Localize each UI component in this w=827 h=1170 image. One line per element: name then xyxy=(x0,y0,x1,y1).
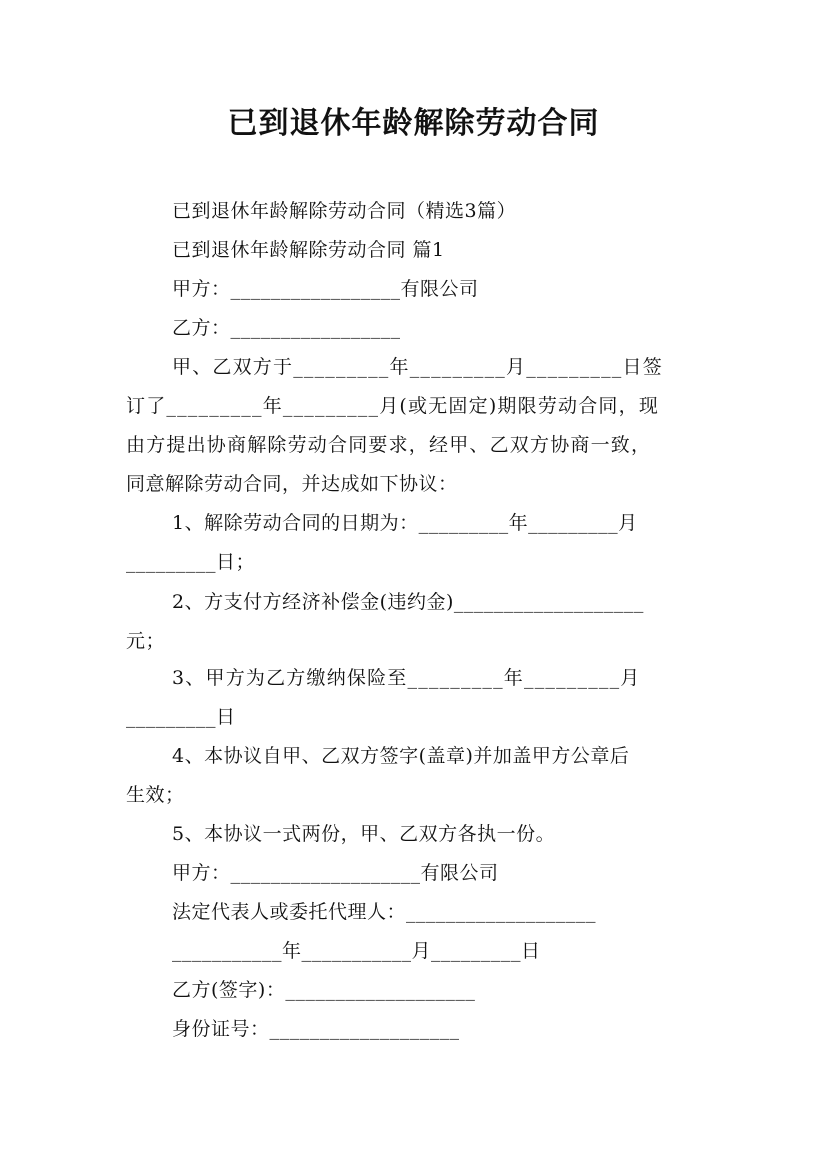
document-title: 已到退休年龄解除劳动合同 xyxy=(227,106,600,141)
section-heading: 已到退休年龄解除劳动合同 篇1 xyxy=(172,239,445,261)
paragraph-line: 甲、乙双方于_________年_________月_________日签 xyxy=(172,356,663,378)
clause-5: 5、本协议一式两份，甲、乙双方各执一份。 xyxy=(172,823,556,845)
clause-3-cont: _________日 xyxy=(126,706,236,728)
signature-date: ___________年___________月_________日 xyxy=(172,940,541,962)
clause-4-cont: 生效； xyxy=(126,784,185,806)
clause-2: 2、方支付方经济补偿金(违约金)___________________ xyxy=(172,591,644,613)
id-number-line: 身份证号：___________________ xyxy=(172,1018,460,1040)
clause-2-cont: 元； xyxy=(126,630,166,652)
paragraph-line: 订了_________年_________月(或无固定)期限劳动合同，现 xyxy=(126,395,660,417)
clause-4: 4、本协议自甲、乙双方签字(盖章)并加盖甲方公章后 xyxy=(172,745,630,767)
paragraph-line: 同意解除劳动合同，并达成如下协议： xyxy=(126,473,458,495)
clause-3: 3、甲方为乙方缴纳保险至_________年_________月 xyxy=(172,667,641,689)
paragraph-line: 由方提出协商解除劳动合同要求，经甲、乙双方协商一致， xyxy=(126,434,652,456)
signature-representative: 法定代表人或委托代理人：___________________ xyxy=(172,901,597,923)
subtitle-line: 已到退休年龄解除劳动合同（精选3篇） xyxy=(172,200,517,222)
clause-1: 1、解除劳动合同的日期为：_________年_________月 xyxy=(172,512,638,534)
signature-party-a: 甲方：___________________有限公司 xyxy=(172,862,499,884)
party-a-line: 甲方：_________________有限公司 xyxy=(172,278,479,300)
party-b-line: 乙方：_________________ xyxy=(172,317,401,339)
signature-party-b: 乙方(签字)：___________________ xyxy=(172,979,476,1001)
clause-1-cont: _________日； xyxy=(126,551,256,573)
